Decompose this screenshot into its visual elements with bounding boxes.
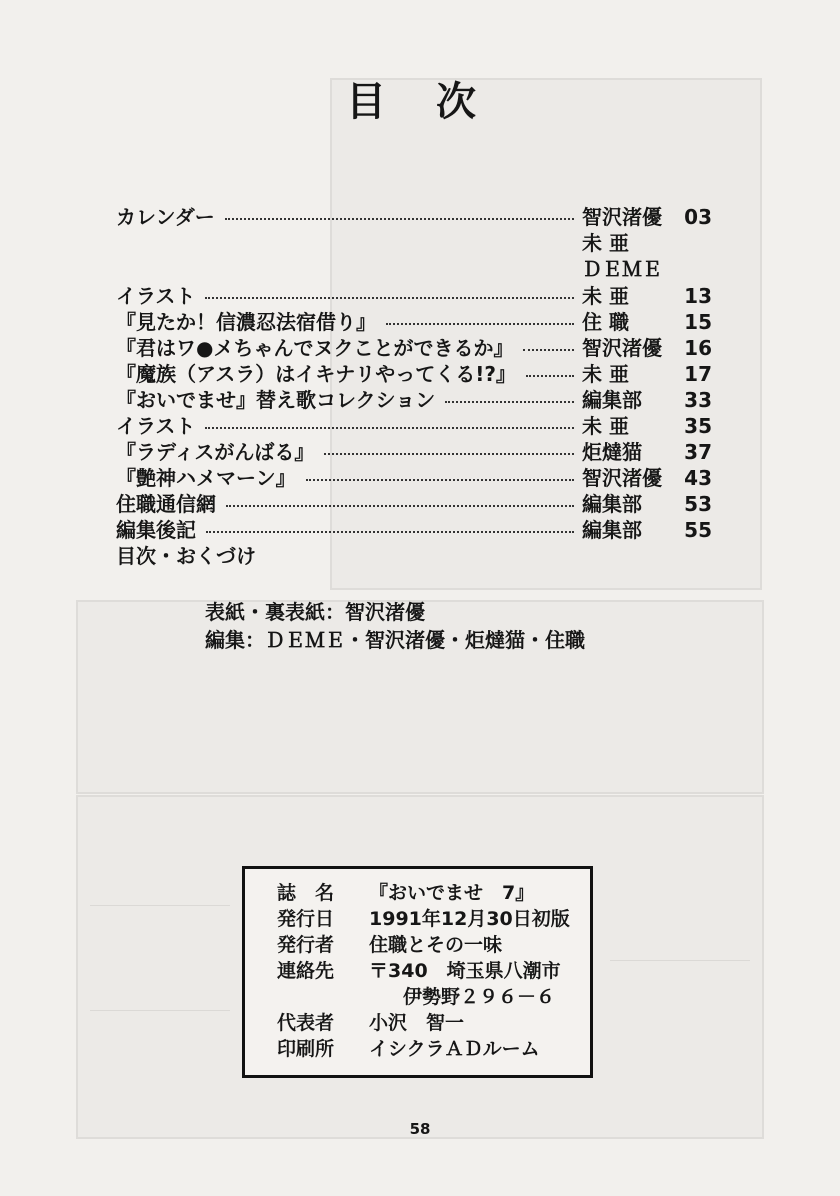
toc-entry-page: 15 (684, 310, 712, 334)
toc-entry (116, 335, 716, 361)
toc-entry-author: 智沢渚優 (582, 466, 662, 490)
background-artwork-line (90, 905, 230, 906)
colophon-value: 〒340 埼玉県八潮市 (369, 960, 561, 982)
leader-dots (526, 375, 574, 377)
toc-entry-title: 編集後記 (116, 518, 196, 542)
toc-entry-author: 編集部 (582, 492, 642, 516)
toc-entry-page: 33 (684, 388, 712, 412)
toc-entry-title: 『魔族（アスラ）はイキナリやってくる!?』 (116, 362, 516, 386)
leader-dots (205, 427, 574, 429)
toc-entry-title: 『君はワ●メちゃんでヌクことができるか』 (116, 336, 514, 360)
toc-entry-page: 55 (684, 518, 712, 542)
leader-dots (445, 401, 574, 403)
toc-entry-author: 智沢渚優 (582, 205, 662, 229)
toc-entry-page: 17 (684, 362, 712, 386)
credits (205, 598, 585, 654)
toc-entry-author: 未 亜 (582, 414, 629, 438)
page-number: 58 (409, 1120, 431, 1138)
colophon-value: 伊勢野２９６－６ (403, 986, 556, 1008)
toc-entry (116, 491, 716, 517)
toc-entry (116, 517, 716, 543)
leader-dots (306, 479, 574, 481)
toc-entry-title: 住職通信網 (116, 492, 216, 516)
colophon-value: 1991年12月30日初版 (369, 908, 570, 930)
background-artwork-line (90, 1010, 230, 1011)
toc-entry-title: イラスト (116, 284, 196, 308)
colophon-value: 小沢 智一 (369, 1012, 465, 1034)
toc-entry (116, 309, 716, 335)
toc-entry-author: 編集部 (582, 518, 642, 542)
toc-entry-page: 43 (684, 466, 712, 490)
background-artwork-line (610, 960, 750, 961)
toc-entry (116, 413, 716, 439)
leader-dots (226, 505, 574, 507)
colophon-value: 『おいでませ 7』 (369, 882, 535, 904)
cover-credit: 表紙・裏表紙：智沢渚優 (205, 600, 425, 624)
toc-entry-title: 『おいでませ』替え歌コレクション (116, 388, 436, 412)
toc-entry-title: イラスト (116, 414, 196, 438)
toc-entry-author: 編集部 (582, 388, 642, 412)
toc-entry-title: 『見たか！信濃忍法宿借り』 (116, 310, 376, 334)
colophon-label: 誌 名 (277, 882, 335, 904)
colophon-label: 発行日 (277, 908, 335, 930)
toc-entry (116, 204, 716, 281)
leader-dots (205, 297, 574, 299)
toc-entry-page: 37 (684, 440, 712, 464)
toc-entry-title: 『艶神ハメマーン』 (116, 466, 296, 490)
toc-entry-author: 智沢渚優 (582, 336, 662, 360)
toc-entry-page: 13 (684, 284, 712, 308)
toc-entry-author: ＤＥＭＥ (582, 257, 662, 281)
toc-entry (116, 387, 716, 413)
leader-dots (324, 453, 574, 455)
leader-dots (386, 323, 574, 325)
toc-entry-author: 炬燵猫 (582, 440, 642, 464)
leader-dots (523, 349, 574, 351)
editors-credit: 編集：ＤＥＭＥ・智沢渚優・炬燵猫・住職 (205, 628, 585, 652)
toc-entry-author: 未 亜 (582, 231, 629, 255)
toc-entry (116, 361, 716, 387)
toc-entry-page: 03 (684, 205, 712, 229)
toc-entry-author: 住 職 (582, 310, 629, 334)
colophon-label: 発行者 (277, 934, 335, 956)
toc-entry-author: 未 亜 (582, 284, 629, 308)
toc-entry-page: 53 (684, 492, 712, 516)
toc-entry (116, 465, 716, 491)
toc-entry-title: カレンダー (116, 205, 215, 229)
toc-entry-title: 目次・おくづけ (116, 544, 256, 568)
colophon-value: イシクラＡＤルーム (369, 1038, 540, 1060)
toc-entry (116, 543, 716, 569)
colophon-label: 印刷所 (277, 1038, 335, 1060)
toc-entry-title: 『ラディスがんばる』 (116, 440, 315, 464)
leader-dots (206, 531, 574, 533)
toc-entry (116, 439, 716, 465)
toc-entry (116, 283, 716, 309)
toc-entry-page: 16 (684, 336, 712, 360)
colophon-value: 住職とその一味 (369, 934, 503, 956)
page-title: 目 次 (346, 79, 494, 125)
toc-entry-author: 未 亜 (582, 362, 629, 386)
colophon-box (242, 866, 593, 1078)
colophon-label: 代表者 (277, 1012, 335, 1034)
colophon-label: 連絡先 (277, 960, 335, 982)
leader-dots (225, 218, 574, 220)
toc-entry-page: 35 (684, 414, 712, 438)
